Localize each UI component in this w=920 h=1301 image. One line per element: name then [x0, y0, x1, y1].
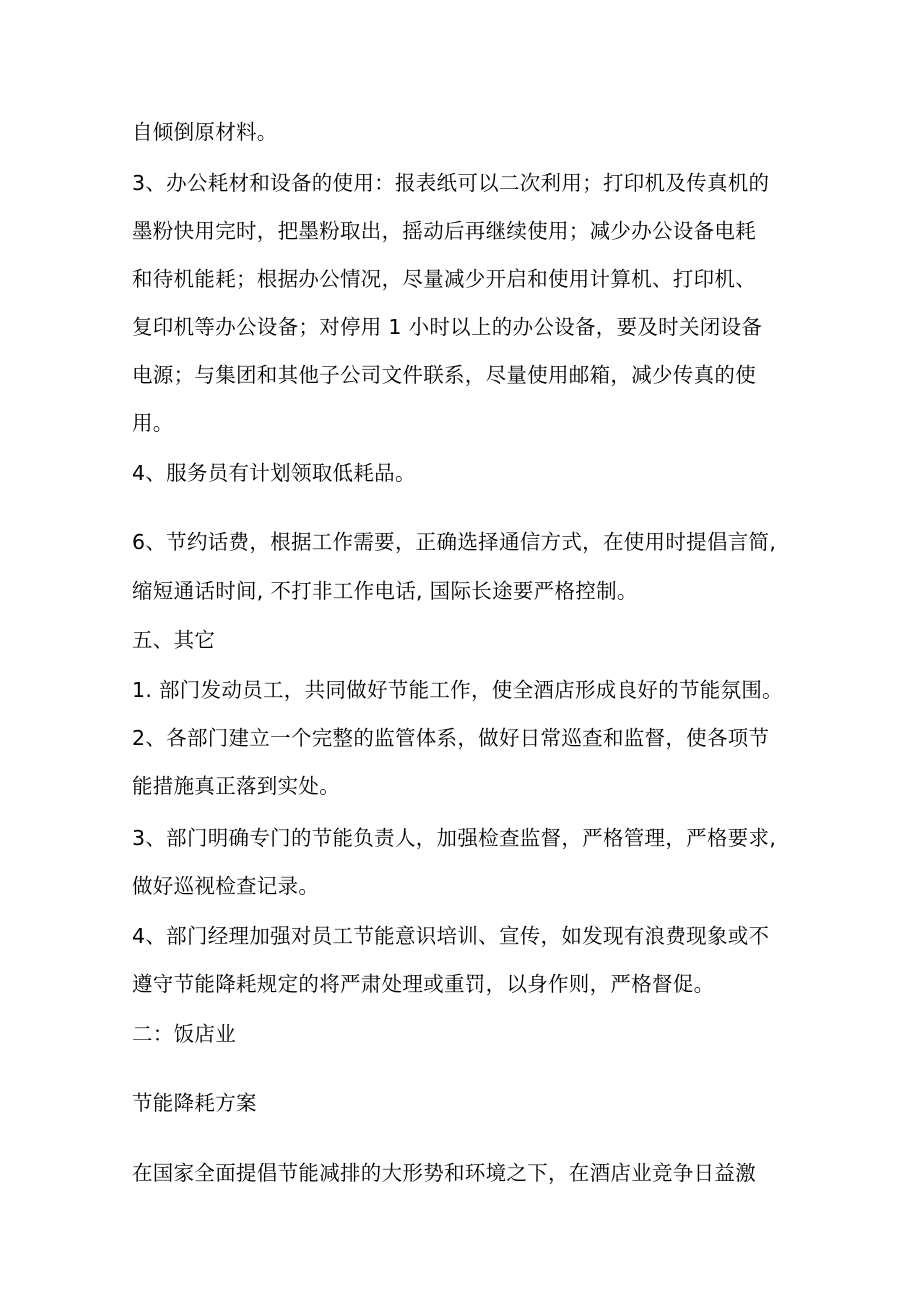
text-line: 缩短通话时间, 不打非工作电话, 国际长途要严格控制。 — [132, 579, 638, 603]
text-line: 能措施真正落到实处。 — [132, 774, 340, 798]
text-line: 复印机等办公设备；对停用 1 小时以上的办公设备，要及时关闭设备 — [132, 315, 763, 339]
text-line: 做好巡视检查记录。 — [132, 874, 320, 898]
text-line: 4、服务员有计划领取低耗品。 — [132, 461, 416, 485]
text-line: 自倾倒原材料。 — [132, 120, 278, 144]
text-line: 4、部门经理加强对员工节能意识培训、宣传，如发现有浪费现象或不 — [132, 924, 770, 948]
text-line: 1. 部门发动员工，共同做好节能工作，使全酒店形成良好的节能氛围。 — [132, 678, 783, 702]
text-line: 3、办公耗材和设备的使用：报表纸可以二次利用；打印机及传真机的 — [132, 171, 770, 195]
text-line: 6、节约话费，根据工作需要，正确选择通信方式，在使用时提倡言简, — [132, 530, 777, 554]
section-heading: 二：饭店业 — [132, 1022, 236, 1046]
section-heading: 节能降耗方案 — [132, 1091, 257, 1115]
text-line: 电源；与集团和其他子公司文件联系，尽量使用邮箱，减少传真的使 — [132, 363, 756, 387]
text-line: 墨粉快用完时，把墨粉取出，摇动后再继续使用；减少办公设备电耗 — [132, 219, 756, 243]
text-line: 用。 — [132, 411, 174, 435]
text-line: 在国家全面提倡节能减排的大形势和环境之下，在酒店业竞争日益激 — [132, 1161, 756, 1185]
text-line: 和待机能耗；根据办公情况，尽量减少开启和使用计算机、打印机、 — [132, 267, 756, 291]
section-heading: 五、其它 — [132, 628, 216, 652]
text-line: 2、各部门建立一个完整的监管体系，做好日常巡查和监督，使各项节 — [132, 726, 770, 750]
text-line: 遵守节能降耗规定的将严肃处理或重罚，以身作则，严格督促。 — [132, 972, 715, 996]
text-line: 3、部门明确专门的节能负责人，加强检查监督，严格管理，严格要求, — [132, 826, 777, 850]
